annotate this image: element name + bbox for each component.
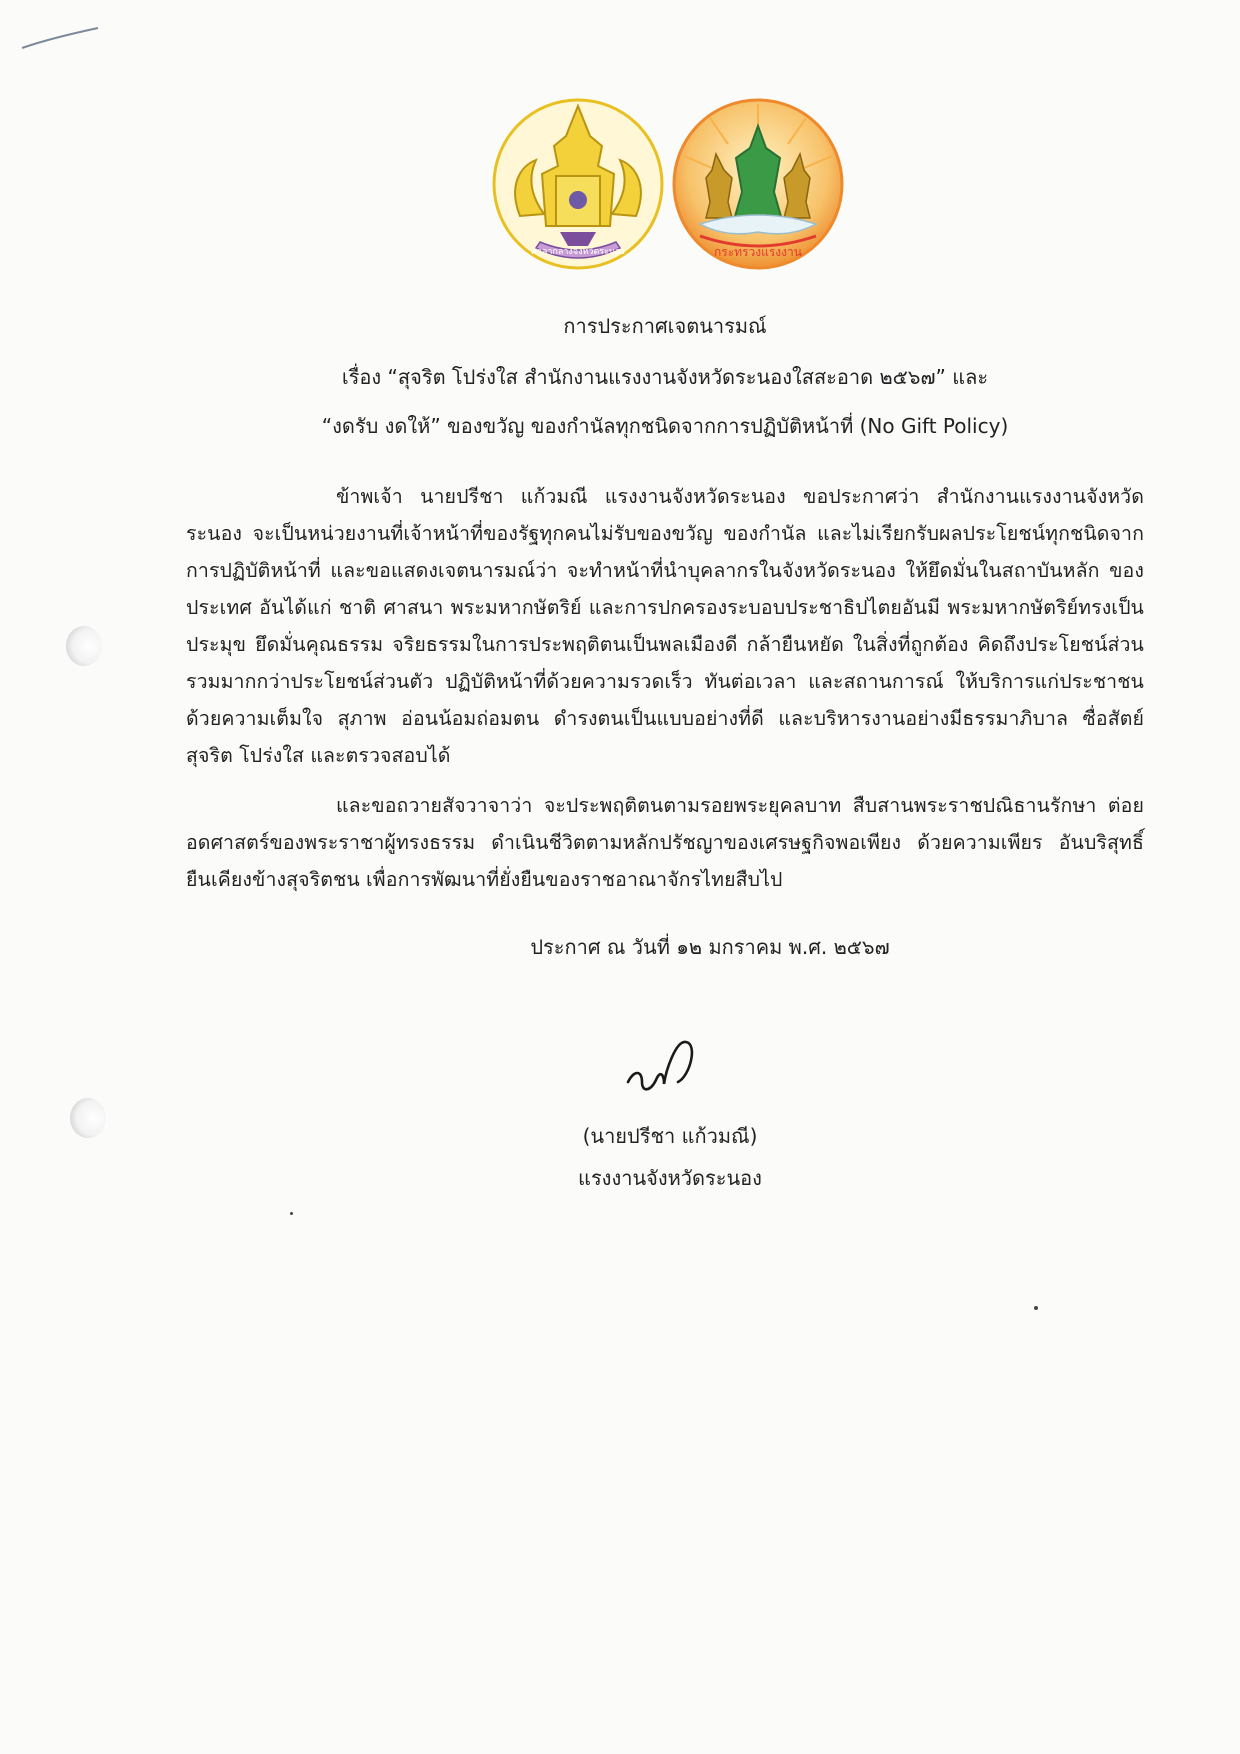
scan-speck bbox=[1034, 1306, 1038, 1310]
subject-line-2: “งดรับ งดให้” ของขวัญ ของกำนัลทุกชนิดจากการปฏิบัติหน้าที่ (No Gift Policy) bbox=[321, 414, 1009, 438]
seal-right-label: กระทรวงแรงงาน bbox=[714, 245, 802, 259]
scan-artifact-line bbox=[20, 20, 100, 60]
ranong-province-seal bbox=[490, 96, 666, 272]
scan-speck bbox=[290, 1212, 293, 1215]
ministry-of-labour-seal bbox=[670, 96, 846, 272]
signer-name: (นายปรีชา แก้วมณี) bbox=[582, 1124, 758, 1148]
handwritten-signature bbox=[620, 1030, 720, 1110]
seal-left-label: ศาลากลางจังหวัดระนอง bbox=[531, 247, 625, 257]
header-seals bbox=[490, 96, 850, 292]
province-seal-icon bbox=[490, 96, 666, 272]
declaration-paragraph-1: ข้าพเจ้า นายปรีชา แก้วมณี แรงงานจังหวัดระนอง ขอประกาศว่า สำนักงานแรงงานจังหวัดระนอง จะเป็นหน่วยงานที่เจ้าหน้าที่ของรัฐทุกคนไม่รับของขวัญ ของกำนัล และไม่เรียกรับผลประโยชน์ทุกชนิดจาก การปฏิบัติหน้าที่ และขอแสดงเจตนารมณ์ว่า จะทำหน้าที่นำบุคลากรในจังหวัดระนอง ให้ยึดมั่นในสถาบันหลัก ของประเทศ อันได้แก่ ชาติ ศาสนา พระมหากษัตริย์ และการปกครองระบอบประชาธิปไตยอันมี พระมหากษัตริย์ทรงเป็นประมุข ยึดมั่นคุณธรรม จริยธรรมในการประพฤติตนเป็นพลเมืองดี กล้ายืนหยัด ในสิ่งที่ถูกต้อง คิดถึงประโยชน์ส่วนรวมมากกว่าประโยชน์ส่วนตัว ปฏิบัติหน้าที่ด้วยความรวดเร็ว ทันต่อเวลา และสถานการณ์ ให้บริการแก่ประชาชนด้วยความเต็มใจ สุภาพ อ่อนน้อมถ่อมตน ดำรงตนเป็นแบบอย่างที่ดี และบริหารงานอย่างมีธรรมาภิบาล ซื่อสัตย์สุจริต โปร่งใส และตรวจสอบได้ bbox=[186, 485, 1144, 767]
signer-position: แรงงานจังหวัดระนอง bbox=[578, 1166, 762, 1190]
document-title: การประกาศเจตนารมณ์ bbox=[563, 314, 767, 338]
ministry-seal-icon bbox=[670, 96, 846, 272]
subject-line-1: เรื่อง “สุจริต โปร่งใส สำนักงานแรงงานจังหวัดระนองใสสะอาด ๒๕๖๗” และ bbox=[341, 365, 989, 389]
declaration-paragraph-2: และขอถวายสัจวาจาว่า จะประพฤติตนตามรอยพระยุคลบาท สืบสานพระราชปณิธานรักษา ต่อยอดศาสตร์ของพระราชาผู้ทรงธรรม ดำเนินชีวิตตามหลักปรัชญาของเศรษฐกิจพอเพียง ด้วยความเพียร อันบริสุทธิ์ ยืนเคียงข้างสุจริตชน เพื่อการพัฒนาที่ยั่งยืนของราชอาณาจักรไทยสืบไป bbox=[186, 794, 1144, 891]
punch-hole bbox=[70, 1098, 106, 1138]
declaration-date: ประกาศ ณ วันที่ ๑๒ มกราคม พ.ศ. ๒๕๖๗ bbox=[530, 935, 890, 959]
punch-hole bbox=[66, 626, 102, 666]
